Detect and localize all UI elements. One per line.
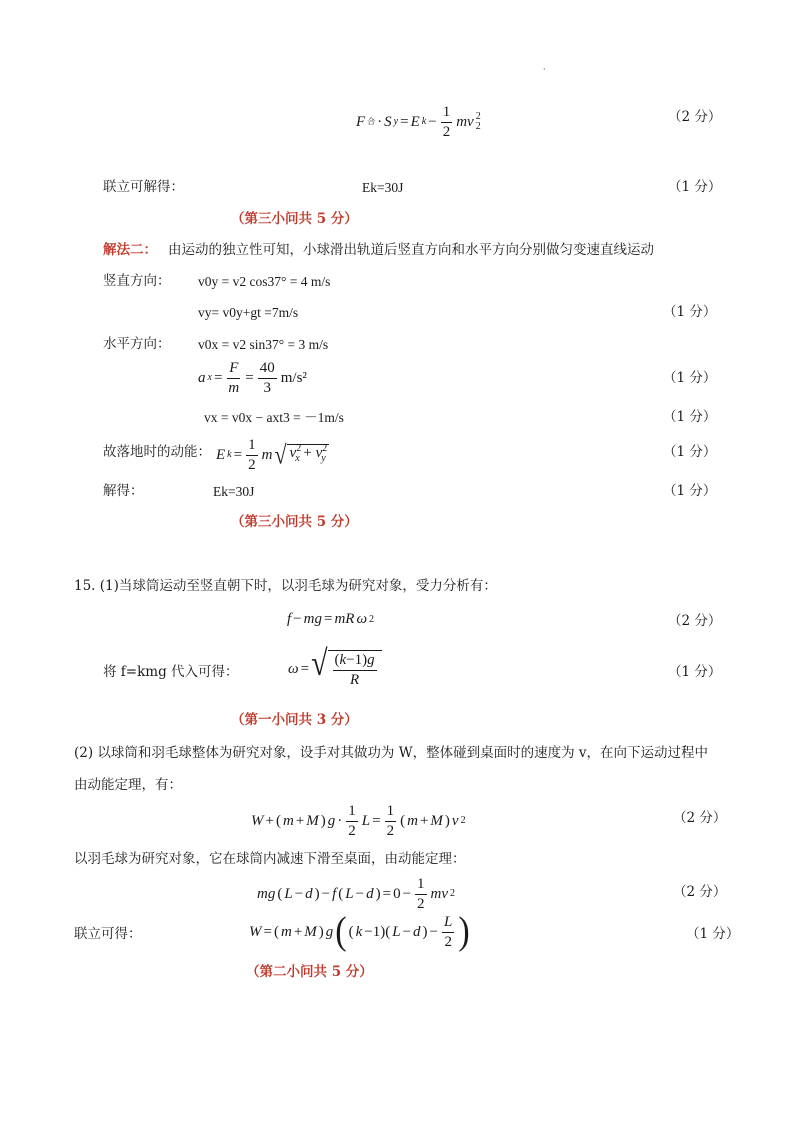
part-2-text: 以羽毛球为研究对象，它在球筒内减速下滑至桌面，由动能定理： xyxy=(74,851,466,867)
step-label: 故落地时的动能： xyxy=(103,444,211,460)
part-2-text: (2) 以球筒和羽毛球整体为研究对象，设手对其做功为 W，整体碰到桌面时的速度为 v，在向下运动过程中 xyxy=(74,745,708,761)
step-label: 水平方向： xyxy=(103,336,171,352)
method-two-text: 由运动的独立性可知，小球滑出轨道后竖直方向和水平方向分别做匀变速直线运动 xyxy=(168,242,654,258)
score-label: （2 分） xyxy=(668,109,722,125)
step-label: 解得： xyxy=(103,483,144,499)
score-label: （1 分） xyxy=(663,483,717,499)
section-score-note: （第一小问共 3 分） xyxy=(231,712,358,728)
equation-v0y: v0y = v2 cos37° = 4 m/s xyxy=(198,274,331,289)
equation-ax: a x = $\frac{F}{m}$ = $\frac{40}{3}$ m/s² xyxy=(198,360,307,396)
score-label: （1 分） xyxy=(663,304,717,320)
result-equation: Ek=30J xyxy=(362,180,404,195)
section-score-note: （第三小问共 5 分） xyxy=(231,211,358,227)
section-score-note: （第三小问共 5 分） xyxy=(231,514,358,530)
score-label: （1 分） xyxy=(686,926,740,942)
corner-mark: · xyxy=(543,65,546,74)
step-label: 竖直方向： xyxy=(103,273,171,289)
equation-energy-system: W + ( m + M ) g · $\frac{1}{2}$ L = $\frac{1}{2}$ ( m + M ) v 2 xyxy=(251,803,466,839)
step-label: 将 f=kmg 代入可得： xyxy=(103,664,239,680)
question-15-text: 15. (1)当球筒运动至竖直朝下时，以羽毛球为研究对象，受力分析有： xyxy=(74,578,497,594)
equation-omega: ω = √ $\frac{(k-1)g}{R}$ xyxy=(288,650,382,688)
equation-energy-shuttle: mg ( L − d ) − f ( L − d ) = 0 − $\frac{1}{2}$ mv 2 xyxy=(257,876,456,912)
part-2-text: 由动能定理，有： xyxy=(74,777,182,793)
result-equation: Ek=30J xyxy=(213,484,255,499)
section-score-note: （第二小问共 5 分） xyxy=(246,964,373,980)
score-label: （1 分） xyxy=(663,409,717,425)
method-two-label: 解法二： xyxy=(103,242,157,258)
equation-vx: vx = v0x − axt3 = －1m/s xyxy=(204,410,344,425)
score-label: （2 分） xyxy=(673,810,727,826)
equation-vy: vy= v0y+gt =7m/s xyxy=(198,305,299,320)
score-label: （2 分） xyxy=(668,613,722,629)
score-label: （1 分） xyxy=(668,179,722,195)
score-label: （2 分） xyxy=(673,884,727,900)
equation-v0x: v0x = v2 sin37° = 3 m/s xyxy=(198,337,329,352)
equation-ek-sqrt: E k = $\frac{1}{2}$ m √ $v^2_x + v^2_y$ xyxy=(216,437,328,473)
score-label: （1 分） xyxy=(668,664,722,680)
equation-force: f − mg = mR ω 2 xyxy=(287,611,375,627)
equation-work-result: W = ( m + M ) g ( ( k −1)( L − d ) − $\frac{L}{2}$ ) xyxy=(249,910,470,953)
step-label: 联立可解得： xyxy=(103,179,184,195)
step-label: 联立可得： xyxy=(74,926,142,942)
equation-work-energy: F 合 · S y = E k − $\frac{1}{2}$ mv 2 2 xyxy=(356,104,481,140)
score-label: （1 分） xyxy=(663,444,717,460)
score-label: （1 分） xyxy=(663,370,717,386)
